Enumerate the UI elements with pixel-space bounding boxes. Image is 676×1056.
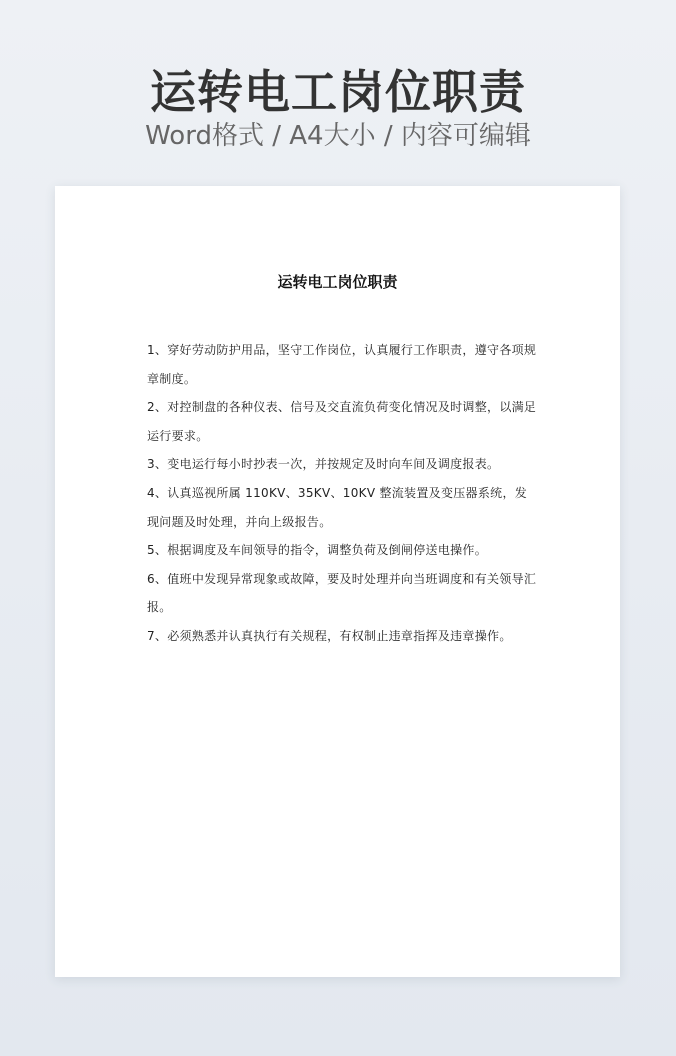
duty-item-4: 4、认真巡视所属 110KV、35KV、10KV 整流装置及变压器系统，发现问题及时处理，并向上级报告。 [147, 485, 528, 529]
duty-item-6: 6、值班中发现异常现象或故障，要及时处理并向当班调度和有关领导汇报。 [147, 571, 537, 615]
document-page [55, 186, 620, 977]
duty-item-7: 7、必须熟悉并认真执行有关规程，有权制止违章指挥及违章操作。 [147, 628, 512, 643]
duty-item-1: 1、穿好劳动防护用品，坚守工作岗位，认真履行工作职责，遵守各项规章制度。 [147, 343, 537, 386]
document-title: 运转电工岗位职责 [277, 273, 398, 291]
banner-title: 运转电工岗位职责 [150, 65, 526, 119]
duty-item-2: 2、对控制盘的各种仪表、信号及交直流负荷变化情况及时调整，以满足运行要求。 [147, 400, 537, 443]
duty-item-3: 3、变电运行每小时抄表一次，并按规定及时向车间及调度报表。 [147, 457, 500, 472]
duty-list [147, 336, 537, 651]
banner-subtitle: Word格式 / A4大小 / 内容可编辑 [145, 121, 531, 151]
duty-item-5: 5、根据调度及车间领导的指令，调整负荷及倒闸停送电操作。 [147, 543, 488, 558]
